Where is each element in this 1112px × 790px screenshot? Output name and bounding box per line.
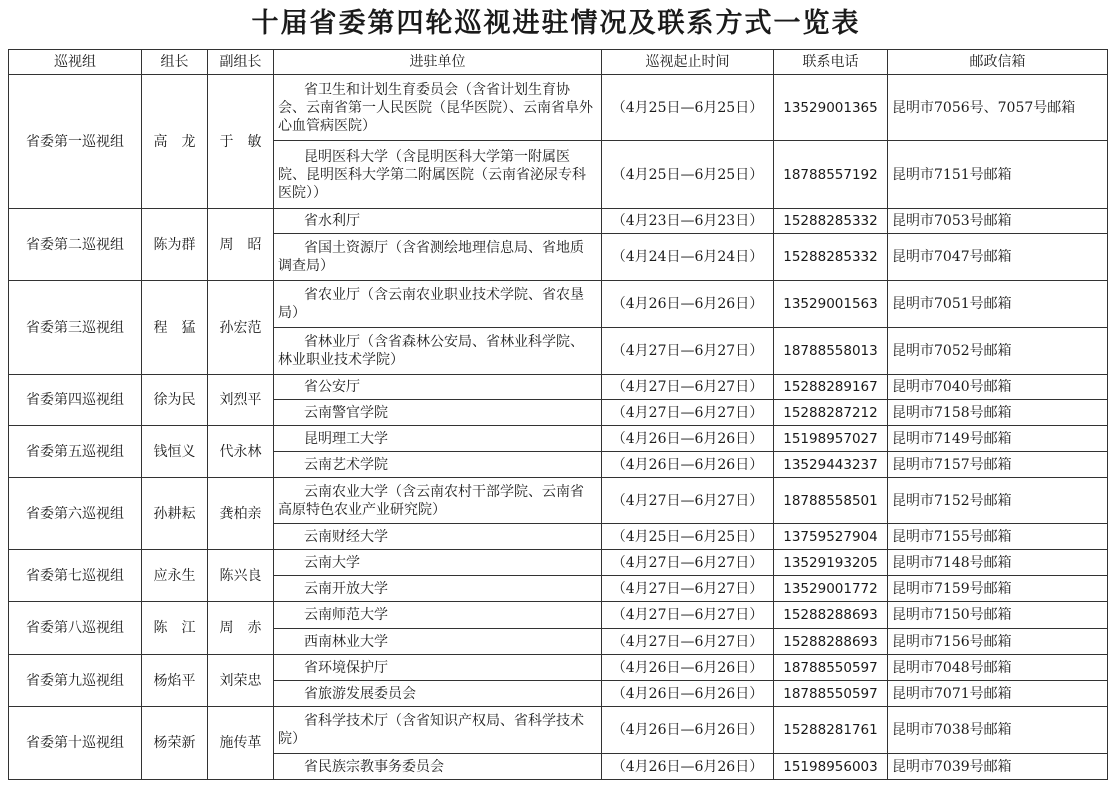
unit-name [274,754,602,780]
period-cell: （4月25日—6月25日） [602,75,774,141]
table-row [9,602,1108,629]
unit-name [274,550,602,576]
group-deputy: 孙宏范 [208,281,274,375]
table-row [9,426,1108,452]
inspection-table [8,49,1108,780]
group-name: 省委第九巡视组 [9,655,142,707]
phone-cell: 15288288693 [774,629,888,655]
group-deputy: 龚柏亲 [208,478,274,550]
unit-name [274,281,602,328]
header-unit: 进驻单位 [274,50,602,75]
mailbox-cell: 昆明市7056号、7057号邮箱 [888,75,1108,141]
table-row [9,281,1108,328]
mailbox-cell: 昆明市7040号邮箱 [888,375,1108,400]
group-leader: 陈 江 [142,602,208,655]
unit-name [274,141,602,209]
unit-text: 云南艺术学院 [304,456,388,473]
group-name: 省委第三巡视组 [9,281,142,375]
table-row [9,375,1108,400]
period-cell: （4月26日—6月26日） [602,655,774,681]
header-mailbox: 邮政信箱 [888,50,1108,75]
mailbox-cell: 昆明市7038号邮箱 [888,707,1108,754]
header-phone: 联系电话 [774,50,888,75]
mailbox-cell: 昆明市7048号邮箱 [888,655,1108,681]
phone-cell: 13529001563 [774,281,888,328]
mailbox-cell: 昆明市7155号邮箱 [888,524,1108,550]
mailbox-cell: 昆明市7071号邮箱 [888,681,1108,707]
group-name: 省委第一巡视组 [9,75,142,209]
group-name: 省委第十巡视组 [9,707,142,780]
phone-cell: 18788558013 [774,328,888,375]
unit-text: 省水利厅 [304,213,360,229]
period-cell: （4月24日—6月24日） [602,234,774,281]
header-deputy: 副组长 [208,50,274,75]
group-leader: 程 猛 [142,281,208,375]
period-cell: （4月27日—6月27日） [602,602,774,629]
phone-cell: 13529001365 [774,75,888,141]
mailbox-cell: 昆明市7157号邮箱 [888,452,1108,478]
unit-text: 云南警官学院 [304,404,388,421]
mailbox-cell: 昆明市7148号邮箱 [888,550,1108,576]
mailbox-cell: 昆明市7156号邮箱 [888,629,1108,655]
unit-text: 云南师范大学 [304,607,388,623]
group-leader: 杨荣新 [142,707,208,780]
group-deputy: 陈兴良 [208,550,274,602]
period-cell: （4月27日—6月27日） [602,576,774,602]
group-deputy: 周 赤 [208,602,274,655]
group-leader: 杨焰平 [142,655,208,707]
phone-cell: 15288288693 [774,602,888,629]
phone-cell: 15288285332 [774,234,888,281]
mailbox-cell: 昆明市7150号邮箱 [888,602,1108,629]
group-deputy: 施传革 [208,707,274,780]
phone-cell: 13529193205 [774,550,888,576]
group-leader: 陈为群 [142,209,208,281]
table-body [9,75,1108,780]
unit-name [274,478,602,524]
unit-text: 昆明理工大学 [304,430,388,447]
unit-name [274,234,602,281]
unit-text: 云南开放大学 [304,580,388,597]
phone-cell: 15288289167 [774,375,888,400]
table-row [9,209,1108,234]
unit-text: 云南财经大学 [304,528,388,545]
mailbox-cell: 昆明市7047号邮箱 [888,234,1108,281]
group-deputy: 于 敏 [208,75,274,209]
unit-text: 云南大学 [304,554,360,571]
period-cell: （4月27日—6月27日） [602,328,774,375]
unit-name [274,75,602,141]
group-deputy: 代永林 [208,426,274,478]
unit-text: 省国土资源厅（含省测绘地理信息局、省地质调查局） [278,240,584,274]
unit-name [274,576,602,602]
unit-text: 省环境保护厅 [304,659,388,676]
phone-cell: 13759527904 [774,524,888,550]
period-cell: （4月26日—6月26日） [602,426,774,452]
period-cell: （4月26日—6月26日） [602,681,774,707]
unit-text: 西南林业大学 [304,633,388,650]
unit-text: 省公安厅 [304,379,360,395]
group-leader: 徐为民 [142,375,208,426]
unit-name [274,524,602,550]
unit-text: 省农业厅（含云南农业职业技术学院、省农垦局） [278,287,584,321]
period-cell: （4月26日—6月26日） [602,281,774,328]
phone-cell: 15288287212 [774,400,888,426]
phone-cell: 15198956003 [774,754,888,780]
table-row [9,478,1108,524]
phone-cell: 18788550597 [774,681,888,707]
unit-text: 省科学技术厅（含省知识产权局、省科学技术院） [278,713,584,747]
group-name: 省委第八巡视组 [9,602,142,655]
period-cell: （4月25日—6月25日） [602,524,774,550]
group-leader: 孙耕耘 [142,478,208,550]
table-row [9,655,1108,681]
unit-name [274,681,602,707]
phone-cell: 18788558501 [774,478,888,524]
unit-name [274,400,602,426]
group-name: 省委第四巡视组 [9,375,142,426]
unit-text: 省林业厅（含省森林公安局、省林业科学院、林业职业技术学院） [278,334,584,368]
group-deputy: 周 昭 [208,209,274,281]
period-cell: （4月26日—6月26日） [602,754,774,780]
period-cell: （4月27日—6月27日） [602,478,774,524]
period-cell: （4月27日—6月27日） [602,400,774,426]
period-cell: （4月27日—6月27日） [602,629,774,655]
mailbox-cell: 昆明市7149号邮箱 [888,426,1108,452]
group-name: 省委第七巡视组 [9,550,142,602]
header-row [9,50,1108,75]
period-cell: （4月27日—6月27日） [602,550,774,576]
header-group: 巡视组 [9,50,142,75]
phone-cell: 15198957027 [774,426,888,452]
group-deputy: 刘烈平 [208,375,274,426]
unit-text: 云南农业大学（含云南农村干部学院、云南省高原特色农业产业研究院） [278,483,584,518]
mailbox-cell: 昆明市7051号邮箱 [888,281,1108,328]
group-name: 省委第五巡视组 [9,426,142,478]
period-cell: （4月26日—6月26日） [602,707,774,754]
period-cell: （4月25日—6月25日） [602,141,774,209]
phone-cell: 15288285332 [774,209,888,234]
group-leader: 钱恒义 [142,426,208,478]
phone-cell: 13529001772 [774,576,888,602]
group-deputy: 刘荣忠 [208,655,274,707]
group-name: 省委第六巡视组 [9,478,142,550]
phone-cell: 18788557192 [774,141,888,209]
mailbox-cell: 昆明市7052号邮箱 [888,328,1108,375]
unit-name [274,707,602,754]
header-leader: 组长 [142,50,208,75]
period-cell: （4月23日—6月23日） [602,209,774,234]
mailbox-cell: 昆明市7159号邮箱 [888,576,1108,602]
period-cell: （4月26日—6月26日） [602,452,774,478]
group-leader: 高 龙 [142,75,208,209]
page-title: 十届省委第四轮巡视进驻情况及联系方式一览表 [251,8,861,39]
unit-name [274,602,602,629]
table-row [9,707,1108,754]
unit-name [274,655,602,681]
mailbox-cell: 昆明市7039号邮箱 [888,754,1108,780]
header-period: 巡视起止时间 [602,50,774,75]
unit-text: 省民族宗教事务委员会 [304,758,444,775]
table-row [9,75,1108,141]
unit-text: 省卫生和计划生育委员会（含省计划生育协会、云南省第一人民医院（昆华医院）、云南省阜外心血管病医院） [278,81,593,134]
group-leader: 应永生 [142,550,208,602]
phone-cell: 13529443237 [774,452,888,478]
unit-name [274,629,602,655]
phone-cell: 18788550597 [774,655,888,681]
phone-cell: 15288281761 [774,707,888,754]
table-row [9,550,1108,576]
unit-name [274,452,602,478]
mailbox-cell: 昆明市7158号邮箱 [888,400,1108,426]
group-name: 省委第二巡视组 [9,209,142,281]
unit-name [274,209,602,234]
unit-name [274,375,602,400]
period-cell: （4月27日—6月27日） [602,375,774,400]
mailbox-cell: 昆明市7152号邮箱 [888,478,1108,524]
unit-name [274,426,602,452]
unit-text: 昆明医科大学（含昆明医科大学第一附属医院、昆明医科大学第二附属医院（云南省泌尿专科医院）） [278,148,586,201]
mailbox-cell: 昆明市7053号邮箱 [888,209,1108,234]
unit-text: 省旅游发展委员会 [304,685,416,702]
unit-name [274,328,602,375]
mailbox-cell: 昆明市7151号邮箱 [888,141,1108,209]
